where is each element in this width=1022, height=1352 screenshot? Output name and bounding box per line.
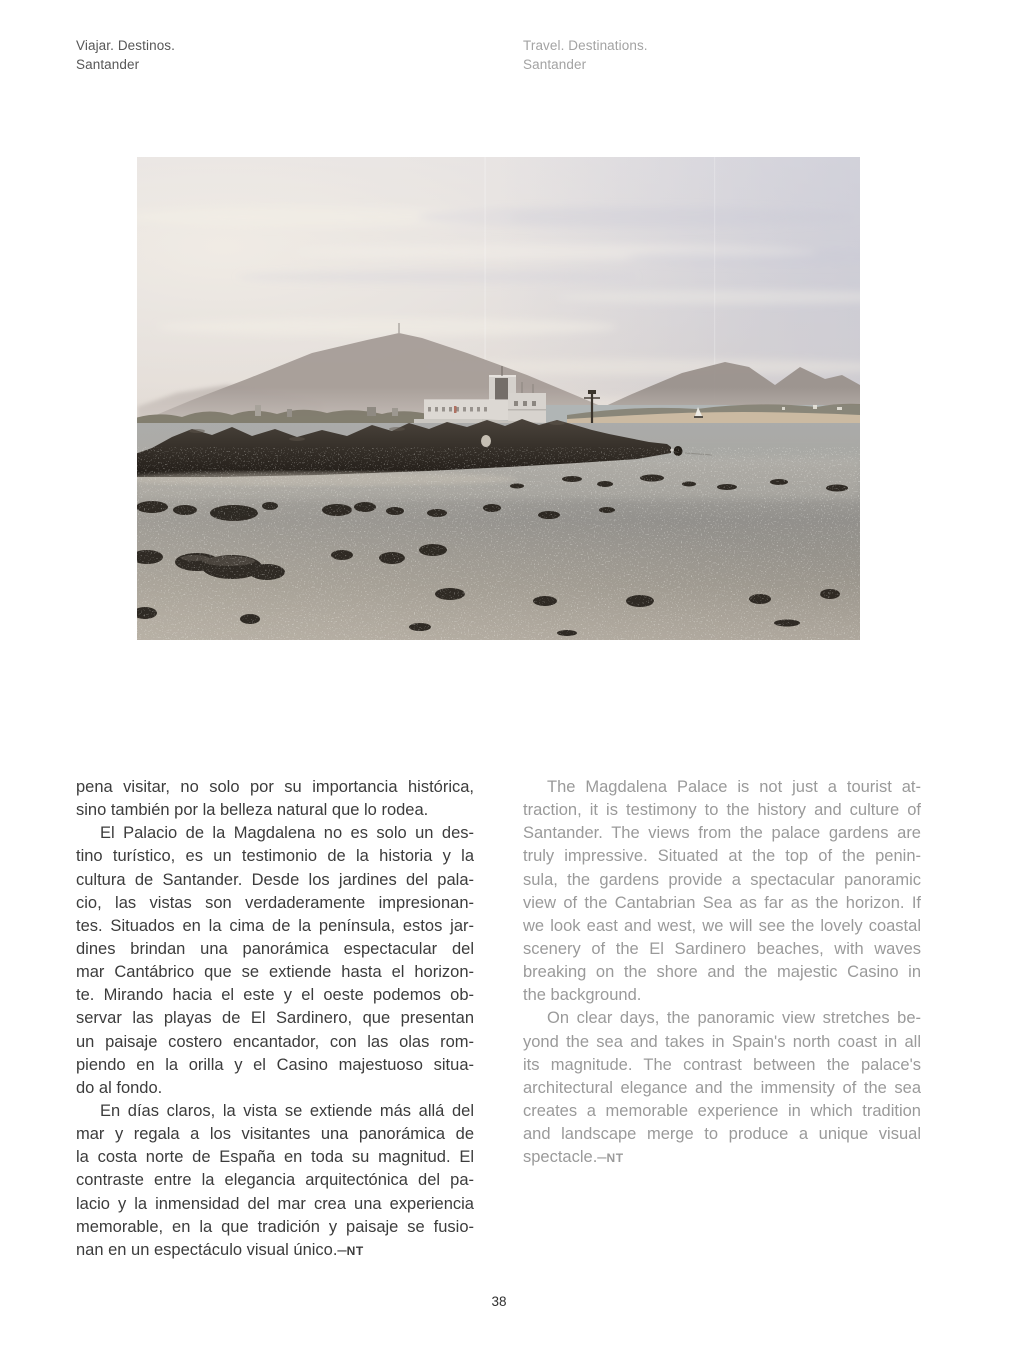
- text-line: te. Mirando hacia el este y el oeste podemos ob-: [76, 986, 474, 1005]
- text-line: mar y regala a los visitantes una panorámica de: [76, 1125, 474, 1144]
- article-column-english: [523, 776, 921, 1169]
- text-line: piendo en la orilla y el Casino majestuoso situa-: [76, 1055, 474, 1074]
- article-column-spanish: [76, 776, 474, 1262]
- text-line: spectacle.–NT: [523, 1148, 624, 1167]
- text-line: memorable, en la que tradición y paisaje se fusio-: [76, 1217, 474, 1236]
- text-line: truly impressive. Situated at the top of the penin-: [523, 847, 921, 866]
- text-line: creates a memorable experience in which tradition: [523, 1101, 921, 1120]
- header-right-city: Santander: [523, 56, 587, 72]
- text-line: pena visitar, no solo por su importancia histórica,: [76, 778, 474, 796]
- page-number: 38: [491, 1294, 507, 1309]
- header-left-city: Santander: [76, 56, 140, 72]
- text-line: cultura de Santander. Desde los jardines del pala-: [76, 870, 474, 889]
- text-line: Santander. The views from the palace gardens are: [523, 824, 921, 843]
- header-left-section: Viajar. Destinos.: [76, 38, 176, 53]
- text-line: El Palacio de la Magdalena no es solo un des-: [100, 824, 474, 843]
- text-line: architectural elegance and the immensity of the sea: [523, 1078, 921, 1097]
- text-line: un paisaje costero encantador, con las olas rom-: [76, 1032, 474, 1051]
- text-line: we look east and west, we will see the lovely coastal: [523, 916, 921, 935]
- text-line: breaking on the shore and the majestic Casino in: [523, 963, 921, 982]
- article-photo: [137, 157, 860, 640]
- text-line: traction, it is testimony to the history and culture of: [523, 801, 921, 820]
- author-initials: NT: [606, 1151, 624, 1166]
- text-line: and landscape merge to produce a unique visual: [523, 1125, 921, 1144]
- text-line: view of the Cantabrian Sea as far as the horizon. If: [523, 893, 921, 912]
- text-line: do al fondo.: [76, 1078, 163, 1097]
- text-line: sino también por la belleza natural que lo rodea.: [76, 801, 429, 820]
- text-line: mar Cantábrico que se extiende hasta el horizon-: [76, 963, 474, 982]
- text-line: lacio y la inmensidad del mar crea una experiencia: [76, 1194, 474, 1213]
- header-left: [76, 37, 175, 74]
- text-line: yond the sea and takes in Spain's north coast in all: [523, 1032, 921, 1051]
- text-line: The Magdalena Palace is not just a tourist at-: [547, 778, 921, 796]
- text-line: contraste entre la elegancia arquitectónica del pa-: [76, 1171, 474, 1190]
- text-line: cio, las vistas son verdaderamente impresionan-: [76, 893, 474, 912]
- photo-water-sparkle: [137, 447, 860, 640]
- photo-svg: [137, 157, 860, 640]
- text-line: dines brindan una panorámica espectacular del: [76, 939, 474, 958]
- text-line: scenery of the El Sardinero beaches, with waves: [523, 939, 921, 958]
- text-line: tino turístico, es un testimonio de la historia y la: [76, 847, 474, 866]
- author-initials: NT: [346, 1243, 364, 1258]
- text-line: la costa norte de España en toda su magnitud. El: [76, 1148, 474, 1167]
- text-line: On clear days, the panoramic view stretches be-: [547, 1009, 921, 1028]
- header-right-section: Travel. Destinations.: [523, 38, 648, 53]
- header-right: [523, 37, 648, 74]
- text-line: nan en un espectáculo visual único.–NT: [76, 1240, 364, 1259]
- text-line: its magnitude. The contrast between the palace's: [523, 1055, 921, 1074]
- text-line: the background.: [523, 986, 642, 1005]
- text-line: sula, the gardens provide a spectacular panoramic: [523, 870, 921, 889]
- text-line: En días claros, la vista se extiende más allá del: [100, 1101, 474, 1120]
- text-line: tes. Situados en la cima de la península, estos jar-: [76, 916, 474, 935]
- text-line: servar las playas de El Sardinero, que presentan: [76, 1009, 474, 1028]
